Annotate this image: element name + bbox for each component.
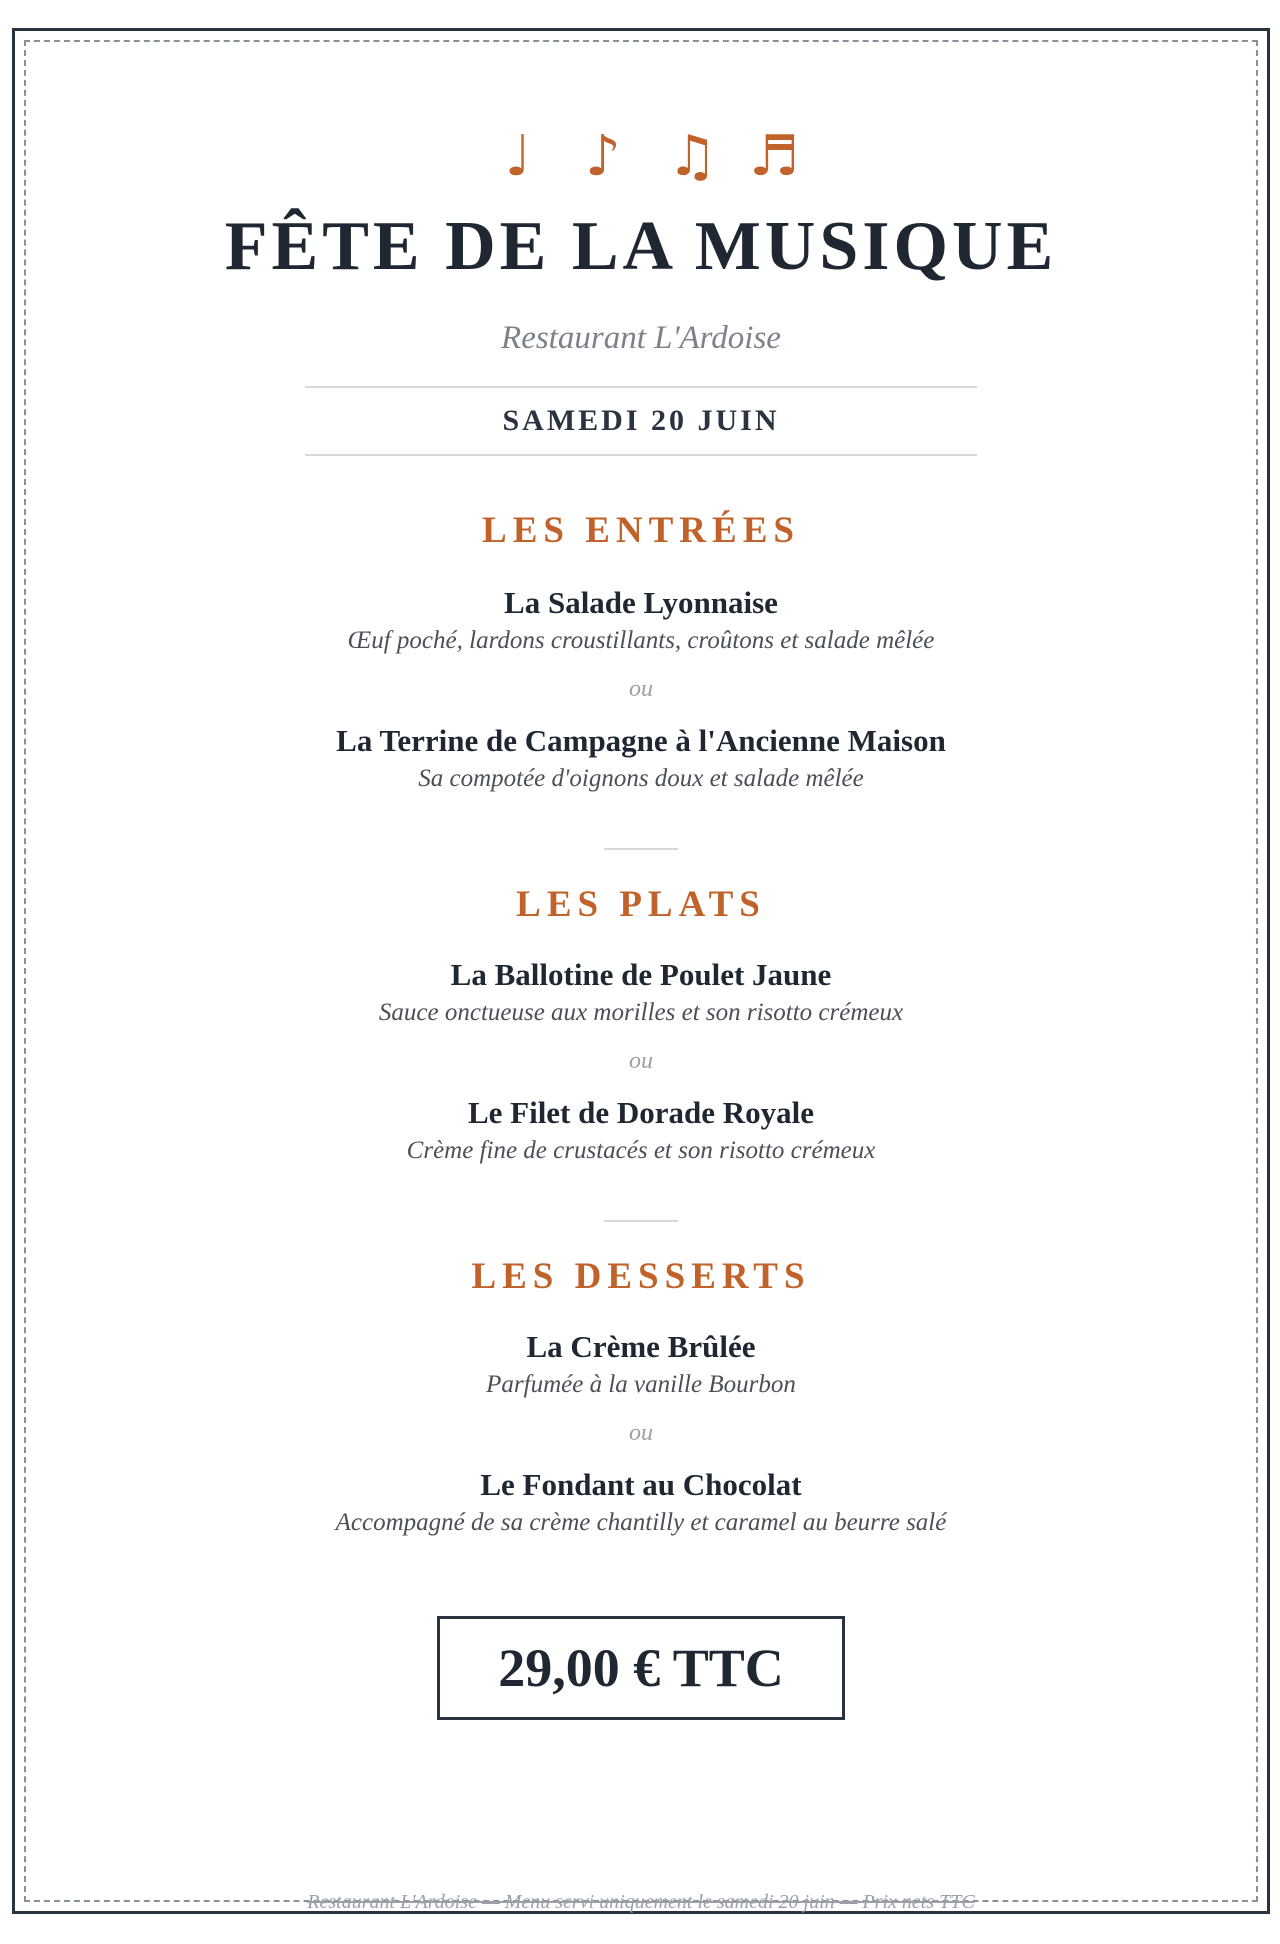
or-separator: ou [629, 1420, 653, 1446]
section-plats [24, 882, 1258, 1222]
section-divider [604, 848, 678, 850]
dish-name: La Salade Lyonnaise [504, 585, 778, 620]
dish-description: Œuf poché, lardons croustillants, croûtons et salade mêlée [347, 627, 935, 654]
dish-description: Crème fine de crustacés et son risotto crémeux [406, 1137, 876, 1164]
price-box [437, 1616, 845, 1720]
music-notes [24, 122, 1258, 192]
dish-name: Le Filet de Dorade Royale [467, 1095, 815, 1130]
eighth-note-icon: ♪ [585, 124, 621, 189]
beamed-eighth-notes-icon: ♫ [667, 124, 718, 189]
dish-description: Accompagné de sa crème chantilly et caramel au beurre salé [335, 1509, 947, 1536]
footer-note: Restaurant L'Ardoise — Menu servi uniquement le samedi 20 juin — Prix nets TTC [307, 1891, 975, 1913]
page-title: FÊTE DE LA MUSIQUE [224, 208, 1058, 285]
or-separator: ou [629, 676, 653, 702]
dish-name: La Ballotine de Poulet Jaune [450, 957, 832, 992]
dish-description: Parfumée à la vanille Bourbon [486, 1371, 796, 1398]
section-title: LES DESSERTS [471, 1256, 811, 1297]
section-divider [604, 1220, 678, 1222]
dish-name: La Crème Brûlée [526, 1329, 756, 1364]
section-title: LES ENTRÉES [482, 510, 800, 551]
dish-description: Sauce onctueuse aux morilles et son risotto crémeux [378, 999, 904, 1026]
dish-name: Le Fondant au Chocolat [480, 1467, 802, 1502]
restaurant-name: Restaurant L'Ardoise [501, 320, 781, 356]
event-date: SAMEDI 20 JUIN [502, 404, 780, 437]
section-title: LES PLATS [516, 884, 766, 925]
dish-description: Sa compotée d'oignons doux et salade mêlée [418, 765, 864, 792]
quarter-note-icon: ♩ [504, 124, 532, 189]
or-separator: ou [629, 1048, 653, 1074]
beamed-sixteenth-notes-icon: ♬ [749, 124, 800, 189]
section-entrees [24, 508, 1258, 850]
section-desserts [24, 1254, 1258, 1540]
menu-price: 29,00 € TTC [498, 1638, 784, 1698]
date-banner [305, 386, 977, 456]
menu-content [24, 40, 1258, 1720]
dish-name: La Terrine de Campagne à l'Ancienne Maison [336, 723, 946, 758]
